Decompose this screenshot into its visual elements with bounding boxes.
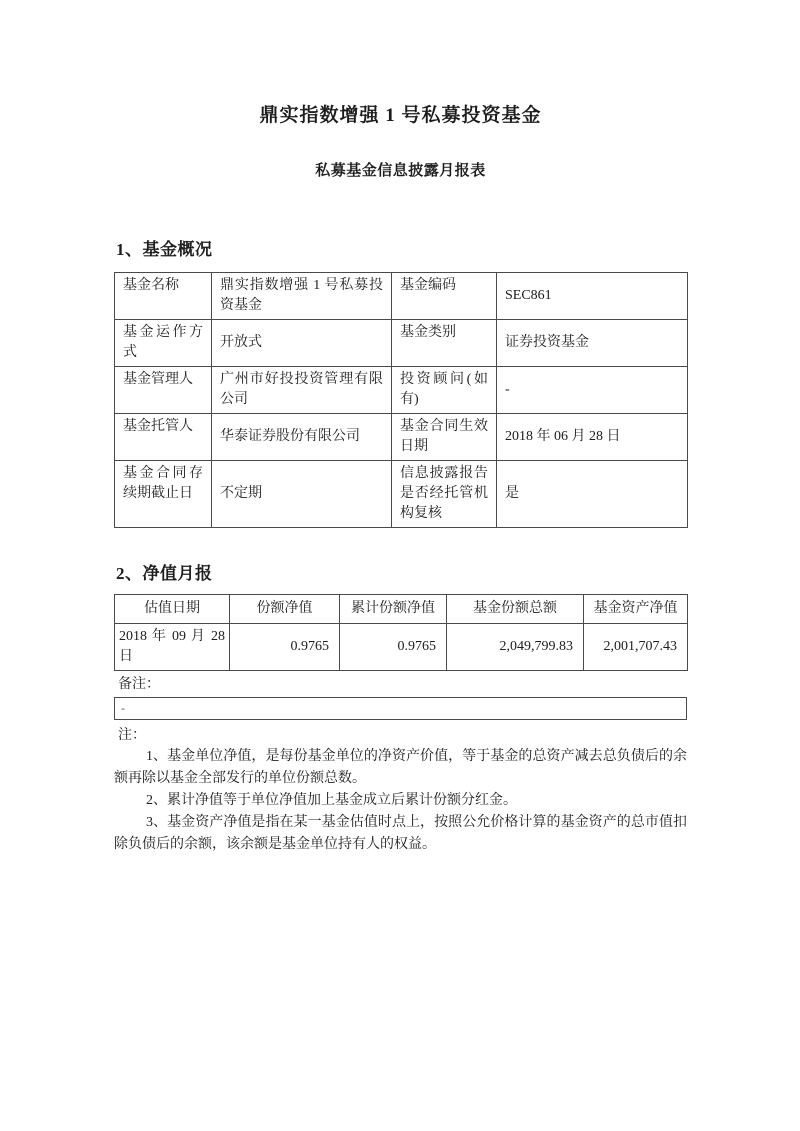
overview-row-custodian xyxy=(115,414,688,461)
document-subtitle: 私募基金信息披露月报表 xyxy=(315,163,486,179)
field-value-custodian-review: 是 xyxy=(497,461,688,528)
nav-table-header-row xyxy=(115,595,688,624)
section2-heading: 2、净值月报 xyxy=(116,564,213,583)
cell-valuation-date: 2018 年 09 月 28 日 xyxy=(115,624,230,671)
field-label-fund-code: 基金编码 xyxy=(392,273,497,320)
field-value-contract-effective-date: 2018 年 06 月 28 日 xyxy=(497,414,688,461)
column-header-cumulative-nav: 累计份额净值 xyxy=(340,595,447,624)
field-label-custodian-review: 信息披露报告是否经托管机构复核 xyxy=(392,461,497,528)
overview-row-manager xyxy=(115,367,688,414)
remark-box: - xyxy=(114,697,687,720)
field-value-investment-advisor: - xyxy=(497,367,688,414)
field-label-fund-name: 基金名称 xyxy=(115,273,212,320)
field-value-fund-manager: 广州市好投投资管理有限公司 xyxy=(212,367,392,414)
field-value-fund-type: 证券投资基金 xyxy=(497,320,688,367)
field-label-fund-type: 基金类别 xyxy=(392,320,497,367)
column-header-valuation-date: 估值日期 xyxy=(115,595,230,624)
overview-row-name xyxy=(115,273,688,320)
column-header-nav-per-share: 份额净值 xyxy=(230,595,340,624)
field-label-contract-effective-date: 基金合同生效日期 xyxy=(392,414,497,461)
overview-row-contract-end xyxy=(115,461,688,528)
field-value-fund-name: 鼎实指数增强 1 号私募投资基金 xyxy=(212,273,392,320)
overview-row-operation xyxy=(115,320,688,367)
note-item-1: 1、基金单位净值，是每份基金单位的净资产价值，等于基金的总资产减去总负债后的余额再除以基金全部发行的单位份额总数。 xyxy=(114,749,687,786)
column-header-total-shares: 基金份额总额 xyxy=(447,595,584,624)
field-label-fund-manager: 基金管理人 xyxy=(115,367,212,414)
fund-overview-table xyxy=(114,272,688,528)
nav-monthly-table xyxy=(114,594,688,671)
remark-label: 备注： xyxy=(118,677,160,692)
field-label-investment-advisor: 投资顾问(如有) xyxy=(392,367,497,414)
section1-heading: 1、基金概况 xyxy=(116,240,213,259)
notes-label: 注： xyxy=(118,728,146,743)
field-label-custodian: 基金托管人 xyxy=(115,414,212,461)
field-value-operation-mode: 开放式 xyxy=(212,320,392,367)
note-item-3: 3、基金资产净值是指在某一基金估值时点上，按照公允价格计算的基金资产的总市值扣除负债后的余额，该余额是基金单位持有人的权益。 xyxy=(114,815,687,852)
field-value-contract-end-date: 不定期 xyxy=(212,461,392,528)
document-title: 鼎实指数增强 1 号私募投资基金 xyxy=(259,105,542,126)
cell-cumulative-nav: 0.9765 xyxy=(340,624,447,671)
field-value-fund-code: SEC861 xyxy=(497,273,688,320)
column-header-net-asset-value: 基金资产净值 xyxy=(584,595,688,624)
field-value-custodian: 华泰证券股份有限公司 xyxy=(212,414,392,461)
nav-table-data-row xyxy=(115,624,688,671)
note-item-2: 2、累计净值等于单位净值加上基金成立后累计份额分红金。 xyxy=(146,793,517,808)
cell-nav-per-share: 0.9765 xyxy=(230,624,340,671)
cell-net-asset-value: 2,001,707.43 xyxy=(584,624,688,671)
cell-total-shares: 2,049,799.83 xyxy=(447,624,584,671)
field-label-operation-mode: 基金运作方式 xyxy=(115,320,212,367)
field-label-contract-end-date: 基金合同存续期截止日 xyxy=(115,461,212,528)
